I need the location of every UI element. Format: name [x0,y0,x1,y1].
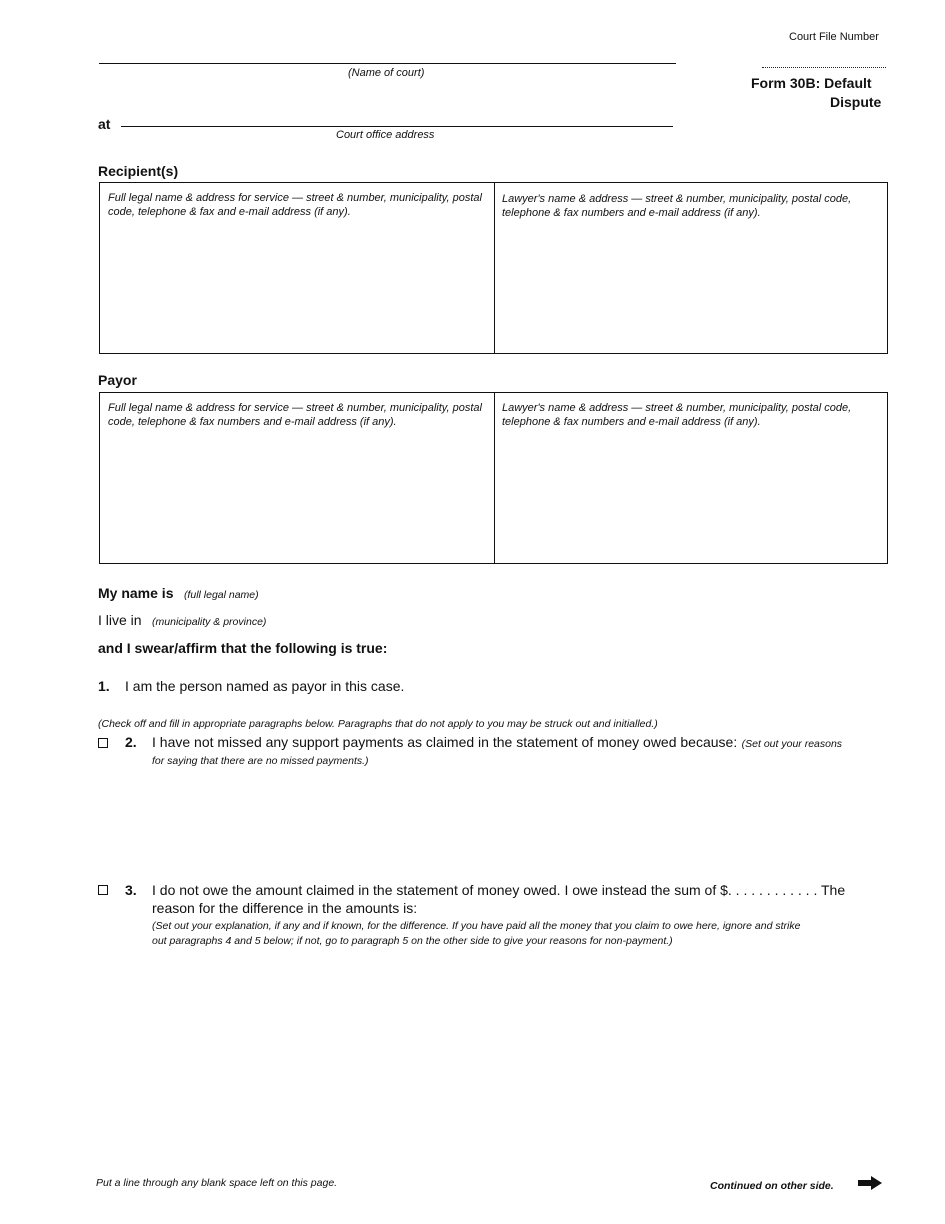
p2-hint-a: (Set out your reasons [741,738,843,750]
at-label: at [98,116,111,132]
recipients-right-cell[interactable]: Lawyer's name & address — street & number, municipality, postal code, telephone & fax numbers and e-mail address (if any). [502,193,852,219]
p2-checkbox[interactable] [98,738,108,748]
recipients-heading: Recipient(s) [98,163,179,179]
court-office-address-field[interactable] [121,126,673,127]
live-in-hint: (municipality & province) [152,616,267,628]
p2-line [152,734,842,752]
p2-text: I have not missed any support payments as claimed in the statement of money owed because: [152,734,738,750]
name-of-court-label: (Name of court) [348,67,425,79]
payor-left-cell[interactable]: Full legal name & address for service — street & number, municipality, postal code, telephone & fax numbers and e-mail address (if any). [108,402,482,428]
recipients-table [99,182,888,354]
instructions-text: (Check off and fill in appropriate paragraphs below. Paragraphs that do not apply to you may be struck out and initialled.) [98,718,658,730]
form-title-line2: Dispute [830,94,882,110]
payor-right-cell[interactable]: Lawyer's name & address — street & number, municipality, postal code, telephone & fax numbers and e-mail address (if any). [502,402,852,428]
my-name-label: My name is [98,585,174,601]
recipients-left-cell[interactable]: Full legal name & address for service — street & number, municipality, postal code, telephone & fax and e-mail address (if any). [108,192,482,218]
p3-text-b: reason for the difference in the amounts is: [152,900,418,916]
live-in-row[interactable] [98,612,266,630]
right-arrow-icon [858,1176,882,1190]
p3-hint-a: (Set out your explanation, if any and if known, for the difference. If you have paid all the money that you claim to owe here, ignore and strike [152,920,801,932]
recipients-divider [494,183,495,353]
swear-line: and I swear/affirm that the following is true: [98,640,388,656]
p2-hint-b: for saying that there are no missed payments.) [152,755,369,767]
name-of-court-field[interactable] [99,63,676,64]
my-name-hint: (full legal name) [183,589,259,601]
p3-text-a: I do not owe the amount claimed in the statement of money owed. I owe instead the sum of $. . . . . . . . . . . . The [152,882,846,898]
footer-left-note: Put a line through any blank space left on this page. [96,1177,338,1189]
live-in-label: I live in [98,612,142,628]
form-title-line1: Form 30B: Default [751,75,872,91]
court-file-number-field[interactable] [762,67,886,68]
p2-number: 2. [125,734,137,750]
p1-number: 1. [98,678,110,694]
p3-checkbox[interactable] [98,885,108,895]
my-name-row[interactable] [98,585,259,603]
p3-number: 3. [125,882,137,898]
p1-text: I am the person named as payor in this case. [125,678,405,694]
court-file-number-label: Court File Number [789,31,879,43]
footer-continued-note: Continued on other side. [710,1180,834,1192]
payor-divider [494,393,495,563]
court-office-address-label: Court office address [336,129,435,141]
payor-heading: Payor [98,372,137,388]
p3-hint-b: out paragraphs 4 and 5 below; if not, go to paragraph 5 on the other side to give your reasons for non-payment.) [152,935,673,947]
payor-table [99,392,888,564]
